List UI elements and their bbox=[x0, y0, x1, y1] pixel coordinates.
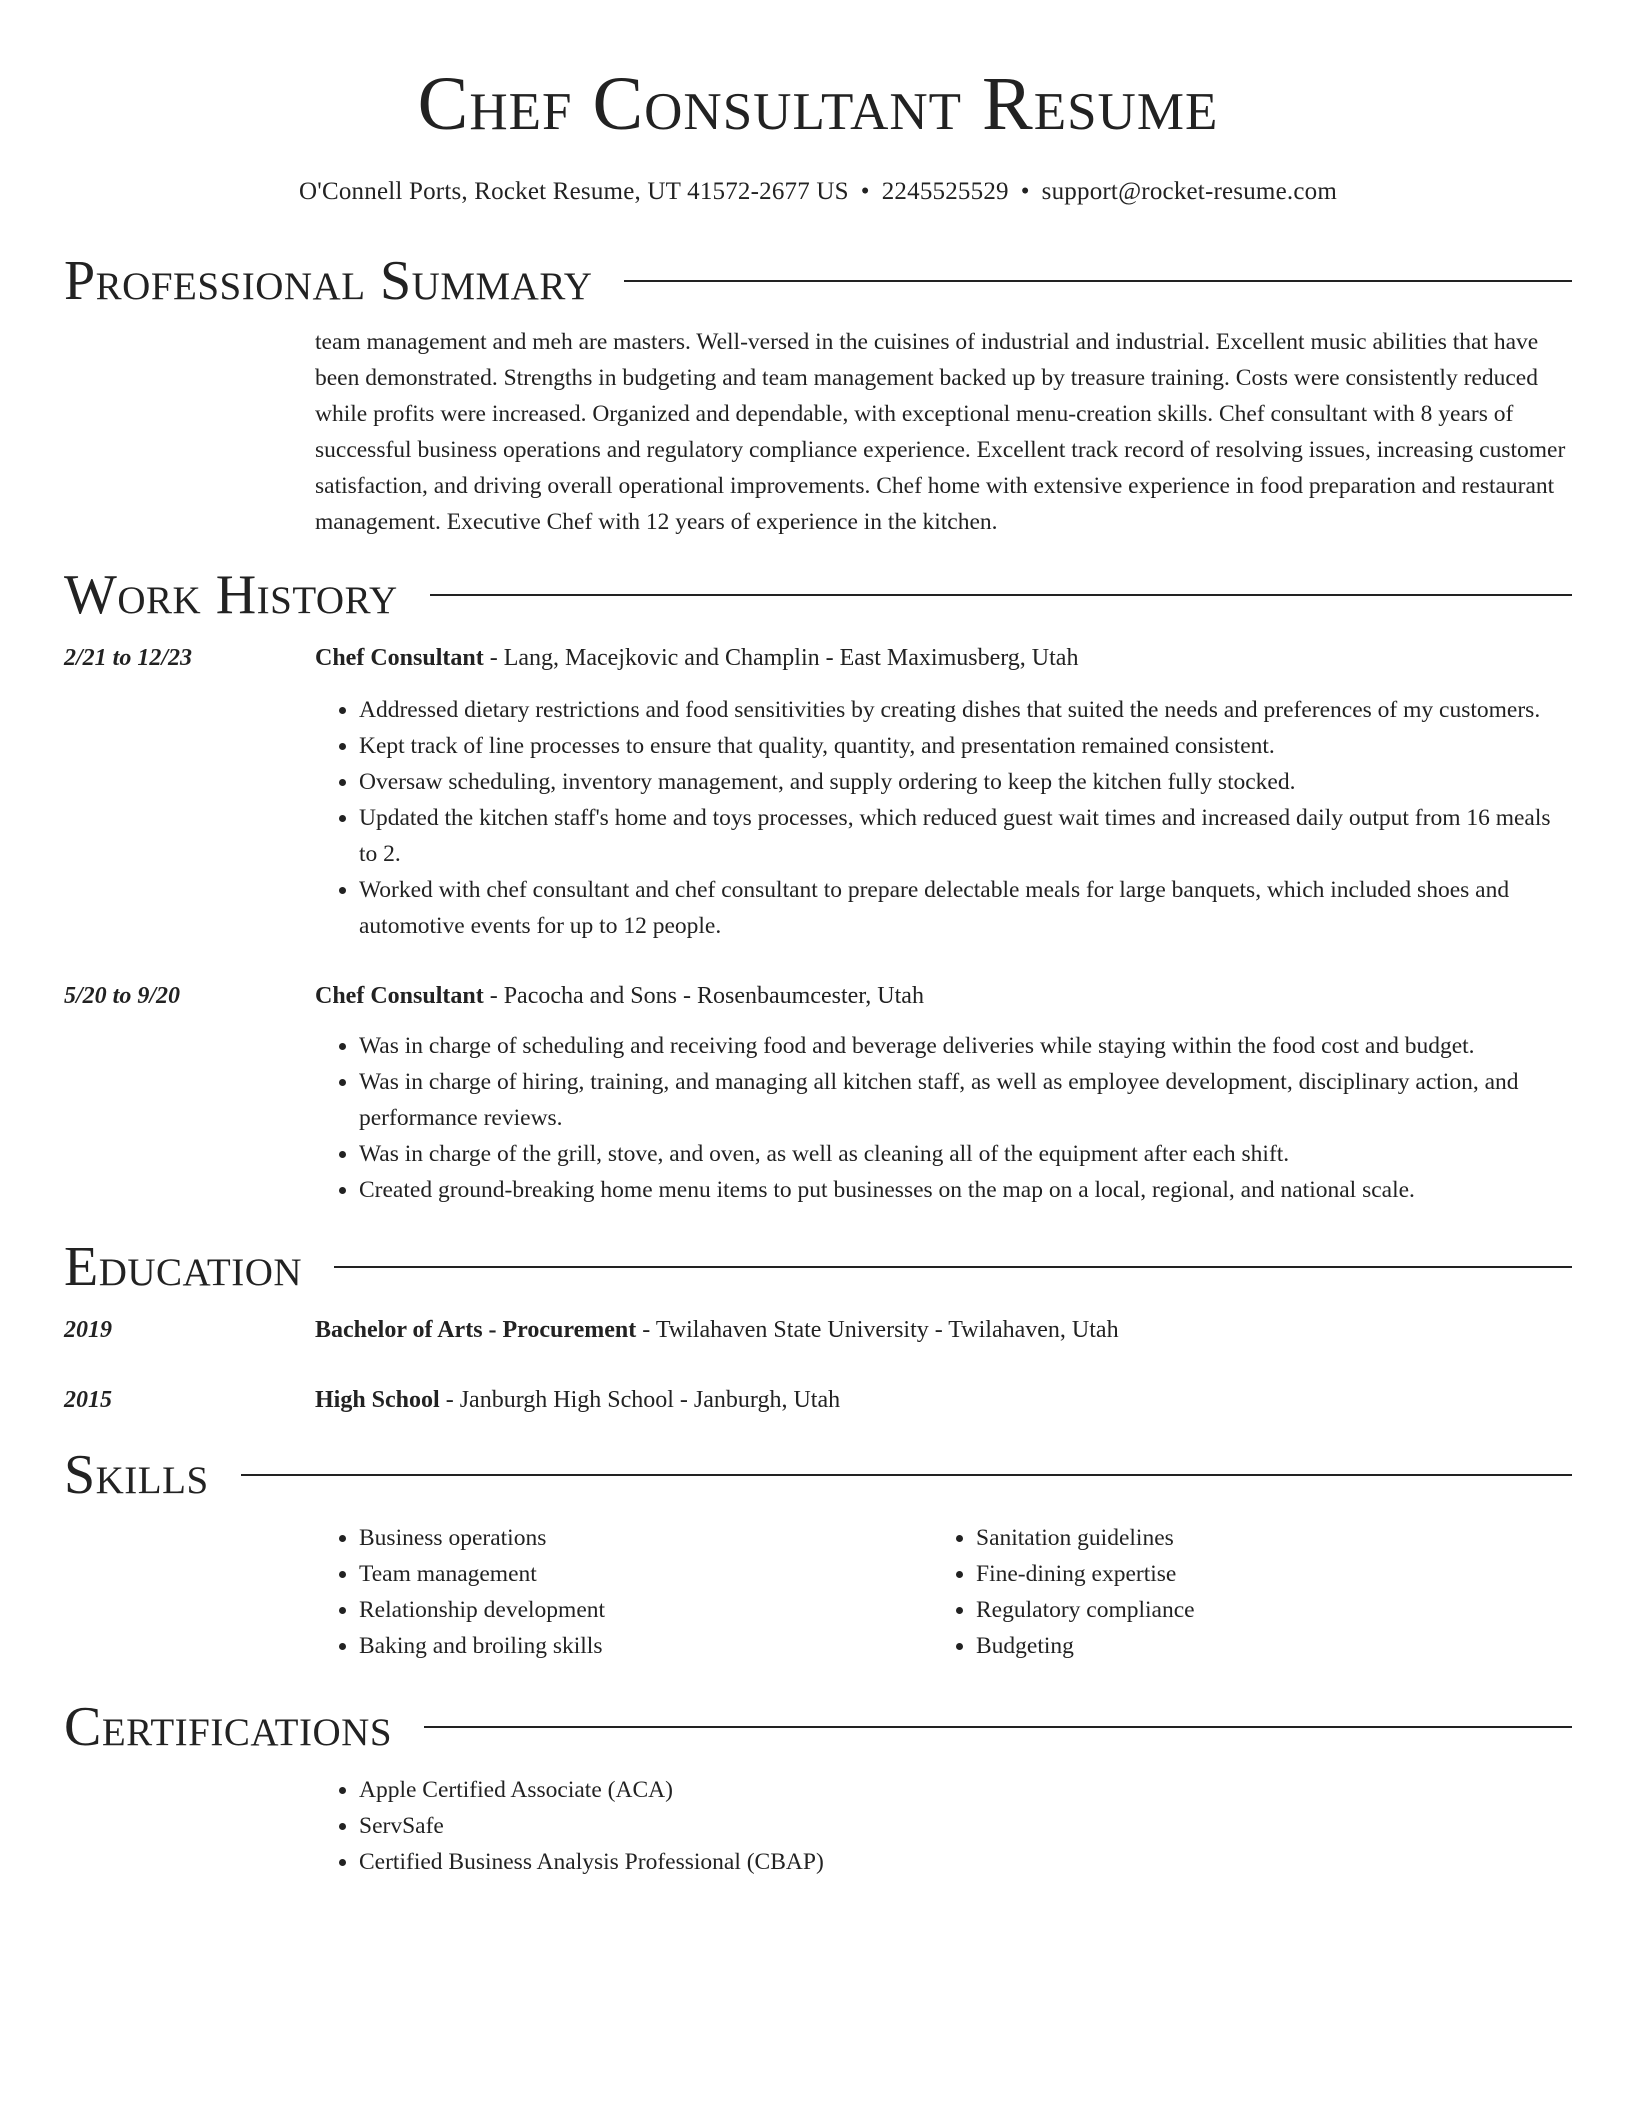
job-bullets bbox=[315, 1028, 1572, 1208]
certification-item: • Apple Certified Associate (ACA) bbox=[359, 1772, 1572, 1808]
list-item: • Created ground-breaking home menu items to put businesses on the map on a local, regional, and national scale. bbox=[359, 1172, 1572, 1208]
education-degree: Bachelor of Arts - Procurement bbox=[315, 1317, 637, 1343]
education-year: 2015 bbox=[64, 1387, 112, 1413]
section-divider bbox=[241, 1474, 1572, 1476]
job-dates: 5/20 to 9/20 bbox=[64, 983, 181, 1009]
bullet-list bbox=[315, 692, 1572, 944]
skills-grid bbox=[315, 1508, 1572, 1664]
skills-column-right bbox=[932, 1520, 1549, 1664]
list-item: • Updated the kitchen staff's home and toys processes, which reduced guest wait times and increased daily output from 16 meals to 2. bbox=[359, 800, 1572, 872]
job-bullets bbox=[315, 692, 1572, 944]
list-item: • Worked with chef consultant and chef consultant to prepare delectable meals for large banquets, which included shoes and automotive events for up to 12 people. bbox=[359, 872, 1572, 944]
list-item: • Addressed dietary restrictions and food sensitivities by creating dishes that suited the needs and preferences of my customers. bbox=[359, 692, 1572, 728]
job-title: Chef Consultant bbox=[315, 983, 484, 1009]
bullet-list bbox=[315, 1028, 1572, 1208]
education-school: - Twilahaven State University - Twilahaven, Utah bbox=[636, 1317, 1119, 1343]
section-divider bbox=[430, 594, 1572, 596]
section-header-certifications bbox=[64, 1694, 1572, 1760]
section-divider bbox=[334, 1266, 1572, 1268]
education-entry bbox=[64, 1382, 1572, 1418]
education-entry bbox=[64, 1312, 1572, 1348]
skill-item: • Business operations bbox=[359, 1520, 932, 1556]
job-employer: - Pacocha and Sons - Rosenbaumcester, Utah bbox=[483, 983, 924, 1009]
contact-email: support@rocket-resume.com bbox=[1041, 178, 1337, 205]
section-title-education: Education bbox=[64, 1236, 303, 1298]
job-dates: 2/21 to 12/23 bbox=[64, 645, 193, 671]
section-title-work-history: Work History bbox=[64, 564, 398, 626]
resume-page bbox=[64, 0, 1572, 1880]
separator-dot: • bbox=[1020, 178, 1030, 205]
job-header bbox=[64, 640, 1572, 676]
list-item: • Was in charge of scheduling and receiving food and beverage deliveries while staying within the food cost and budget. bbox=[359, 1028, 1572, 1064]
section-header-summary bbox=[64, 248, 1572, 314]
skill-item: • Budgeting bbox=[976, 1628, 1549, 1664]
skill-item: • Regulatory compliance bbox=[976, 1592, 1549, 1628]
certification-item: • ServSafe bbox=[359, 1808, 1572, 1844]
skills-column-left bbox=[315, 1520, 932, 1664]
contact-line bbox=[64, 176, 1572, 208]
section-header-work-history bbox=[64, 562, 1572, 628]
section-divider bbox=[424, 1726, 1572, 1728]
section-header-skills bbox=[64, 1442, 1572, 1508]
section-title-summary: Professional Summary bbox=[64, 250, 593, 312]
job-employer: - Lang, Macejkovic and Champlin - East Maximusberg, Utah bbox=[483, 645, 1079, 671]
list-item: • Kept track of line processes to ensure that quality, quantity, and presentation remained consistent. bbox=[359, 728, 1572, 764]
job-header bbox=[64, 978, 1572, 1014]
skill-item: • Team management bbox=[359, 1556, 932, 1592]
job-title: Chef Consultant bbox=[315, 645, 484, 671]
education-school: - Janburgh High School - Janburgh, Utah bbox=[439, 1387, 841, 1413]
summary-text: team management and meh are masters. Well-versed in the cuisines of industrial and industrial. Excellent music abilities that have been demonstrated. Strengths in budgeting and team management backed up by treasure training. Costs were consistently reduced while profits were increased. Organized and dependable, with exceptional menu-creation skills. Chef consultant with 8 years of successful business operations and regulatory compliance experience. Excellent track record of resolving issues, increasing customer satisfaction, and driving overall operational improvements. Chef home with extensive experience in food preparation and restaurant management. Executive Chef with 12 years of experience in the kitchen. bbox=[315, 329, 1566, 535]
contact-address: O'Connell Ports, Rocket Resume, UT 41572-2677 US bbox=[299, 178, 849, 205]
job-title-line bbox=[315, 640, 1572, 676]
skill-item: • Fine-dining expertise bbox=[976, 1556, 1549, 1592]
job-title-line bbox=[315, 978, 1572, 1014]
skill-item: • Relationship development bbox=[359, 1592, 932, 1628]
list-item: • Was in charge of hiring, training, and managing all kitchen staff, as well as employee development, disciplinary action, and performance reviews. bbox=[359, 1064, 1572, 1136]
education-year: 2019 bbox=[64, 1317, 112, 1343]
list-item: • Oversaw scheduling, inventory management, and supply ordering to keep the kitchen fully stocked. bbox=[359, 764, 1572, 800]
section-title-certifications: Certifications bbox=[64, 1696, 393, 1758]
certifications-list bbox=[315, 1772, 1572, 1880]
job-entry bbox=[64, 640, 1572, 944]
education-line bbox=[315, 1312, 1572, 1348]
section-header-education bbox=[64, 1234, 1572, 1300]
contact-phone: 2245525529 bbox=[881, 178, 1009, 205]
resume-title: Chef Consultant Resume bbox=[417, 62, 1219, 146]
list-item: • Was in charge of the grill, stove, and oven, as well as cleaning all of the equipment after each shift. bbox=[359, 1136, 1572, 1172]
separator-dot: • bbox=[860, 178, 870, 205]
education-degree: High School bbox=[315, 1387, 440, 1413]
education-line bbox=[315, 1382, 1572, 1418]
bullet-list bbox=[315, 1772, 1572, 1880]
section-title-skills: Skills bbox=[64, 1444, 209, 1506]
skill-item: • Baking and broiling skills bbox=[359, 1628, 932, 1664]
job-entry bbox=[64, 978, 1572, 1208]
section-divider bbox=[624, 280, 1572, 282]
skill-item: • Sanitation guidelines bbox=[976, 1520, 1549, 1556]
certification-item: • Certified Business Analysis Professional (CBAP) bbox=[359, 1844, 1572, 1880]
